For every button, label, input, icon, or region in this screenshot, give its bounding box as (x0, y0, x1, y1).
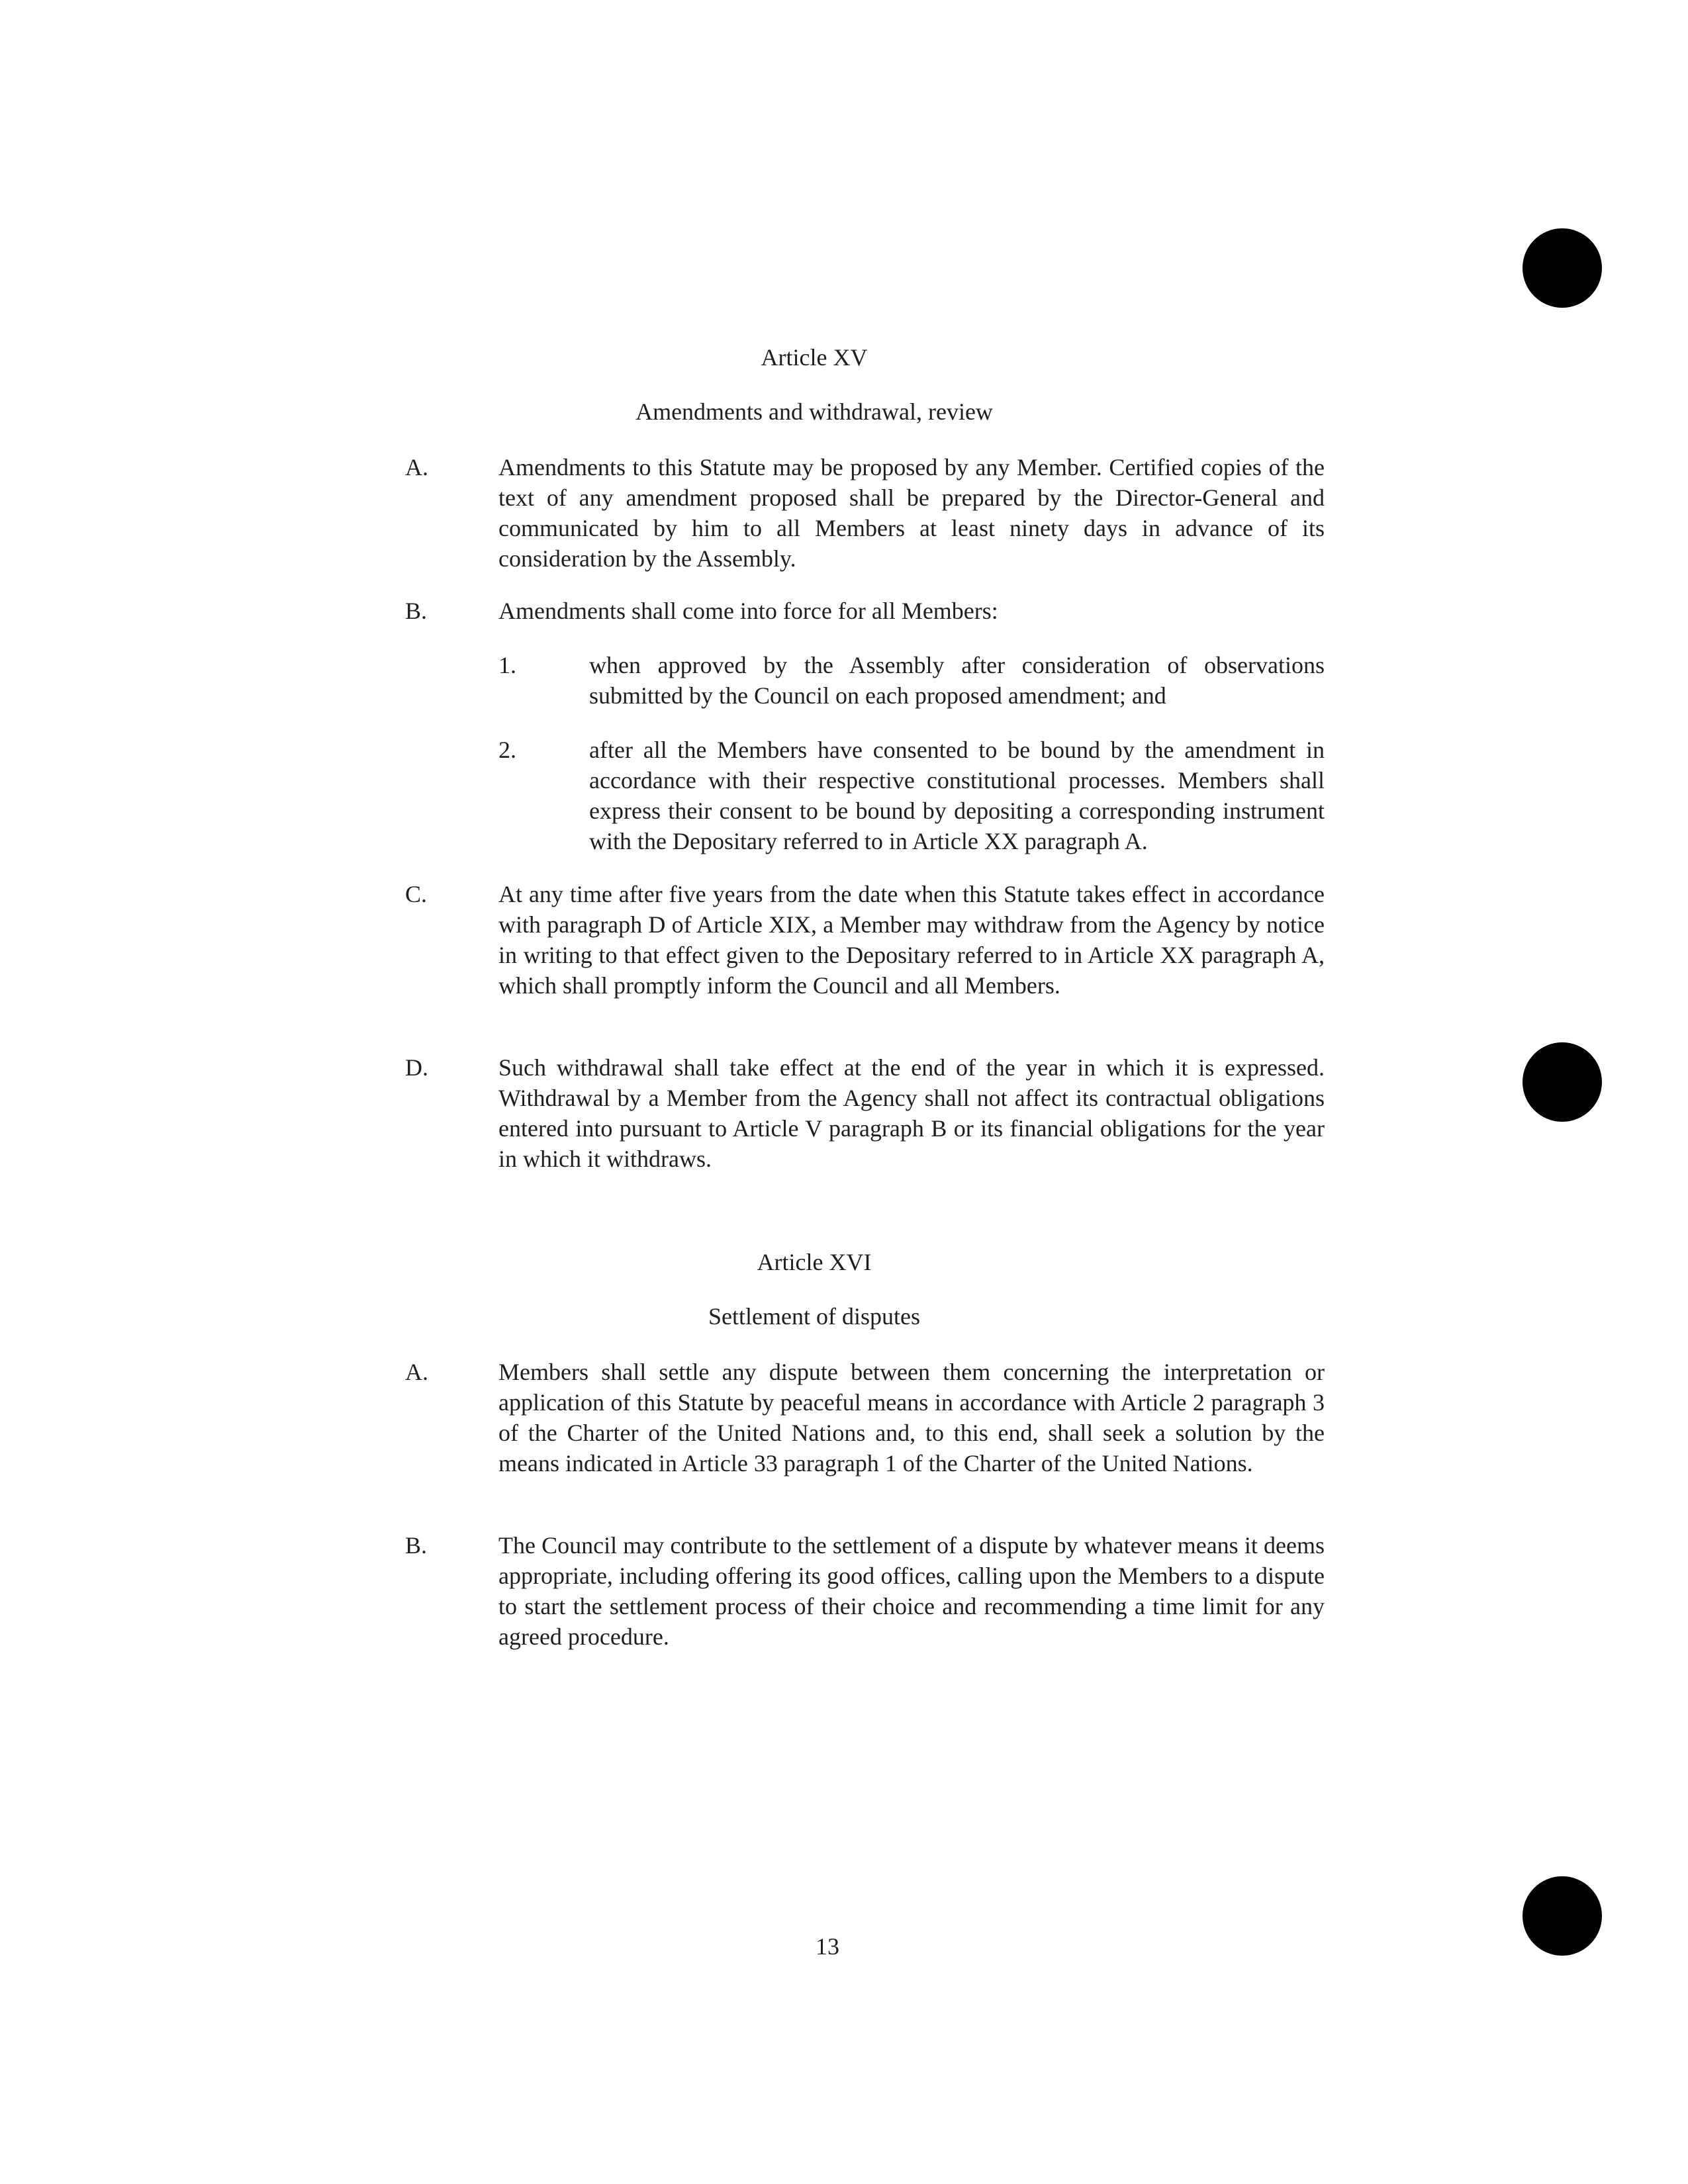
section-label: C. (405, 881, 428, 907)
section-label: D. (405, 1054, 428, 1081)
section-text: Such withdrawal shall take effect at the end of the year in which it is expressed. Withdrawal by a Member from the Agency shall not affect its contractual obligations entered into pursuant to Article V paragraph B or its financial obligations for the year in which it withdraws. (498, 1054, 1325, 1172)
subitem-text: when approved by the Assembly after consideration of observations submitted by the Council on each proposed amendment; and (589, 652, 1325, 709)
article-subheading: Amendments and withdrawal, review (635, 398, 993, 425)
article-subheading: Settlement of disputes (708, 1303, 920, 1330)
subitem-label: 1. (498, 652, 516, 678)
binder-hole (1523, 1042, 1602, 1122)
page-number: 13 (816, 1933, 839, 1960)
section-text: At any time after five years from the date when this Statute takes effect in accordance with paragraph D of Article XIX, a Member may withdraw from the Agency by notice in writing to that effect given to the Depositary referred to in Article XX paragraph A, which shall promptly inform the Council and all Members. (498, 881, 1325, 999)
section-label: B. (405, 598, 428, 624)
section-label: B. (405, 1532, 428, 1559)
section-text: Amendments shall come into force for all Members: (498, 598, 998, 624)
article-heading: Article XVI (757, 1249, 872, 1275)
subitem-label: 2. (498, 737, 516, 763)
section-label: A. (405, 1359, 428, 1385)
binder-hole (1523, 228, 1602, 308)
section-text: Amendments to this Statute may be proposed by any Member. Certified copies of the text of any amendment proposed shall be prepared by the Director-General and communicated by him to all Members at least ninety days in advance of its consideration by the Assembly. (498, 454, 1325, 572)
article-heading: Article XV (761, 344, 868, 371)
section-text: The Council may contribute to the settlement of a dispute by whatever means it deems appropriate, including offering its good offices, calling upon the Members to a dispute to start the settlement process of their choice and recommending a time limit for any agreed procedure. (498, 1532, 1325, 1650)
subitem-text: after all the Members have consented to be bound by the amendment in accordance with their respective constitutional processes. Members shall express their consent to be bound by depositing a corresponding instrument with the Depositary referred to in Article XX paragraph A. (589, 737, 1325, 854)
section-label: A. (405, 454, 428, 480)
section-text: Members shall settle any dispute between them concerning the interpretation or application of this Statute by peaceful means in accordance with Article 2 paragraph 3 of the Charter of the United Nations and, to this end, shall seek a solution by the means indicated in Article 33 paragraph 1 of the Charter of the United Nations. (498, 1359, 1325, 1477)
